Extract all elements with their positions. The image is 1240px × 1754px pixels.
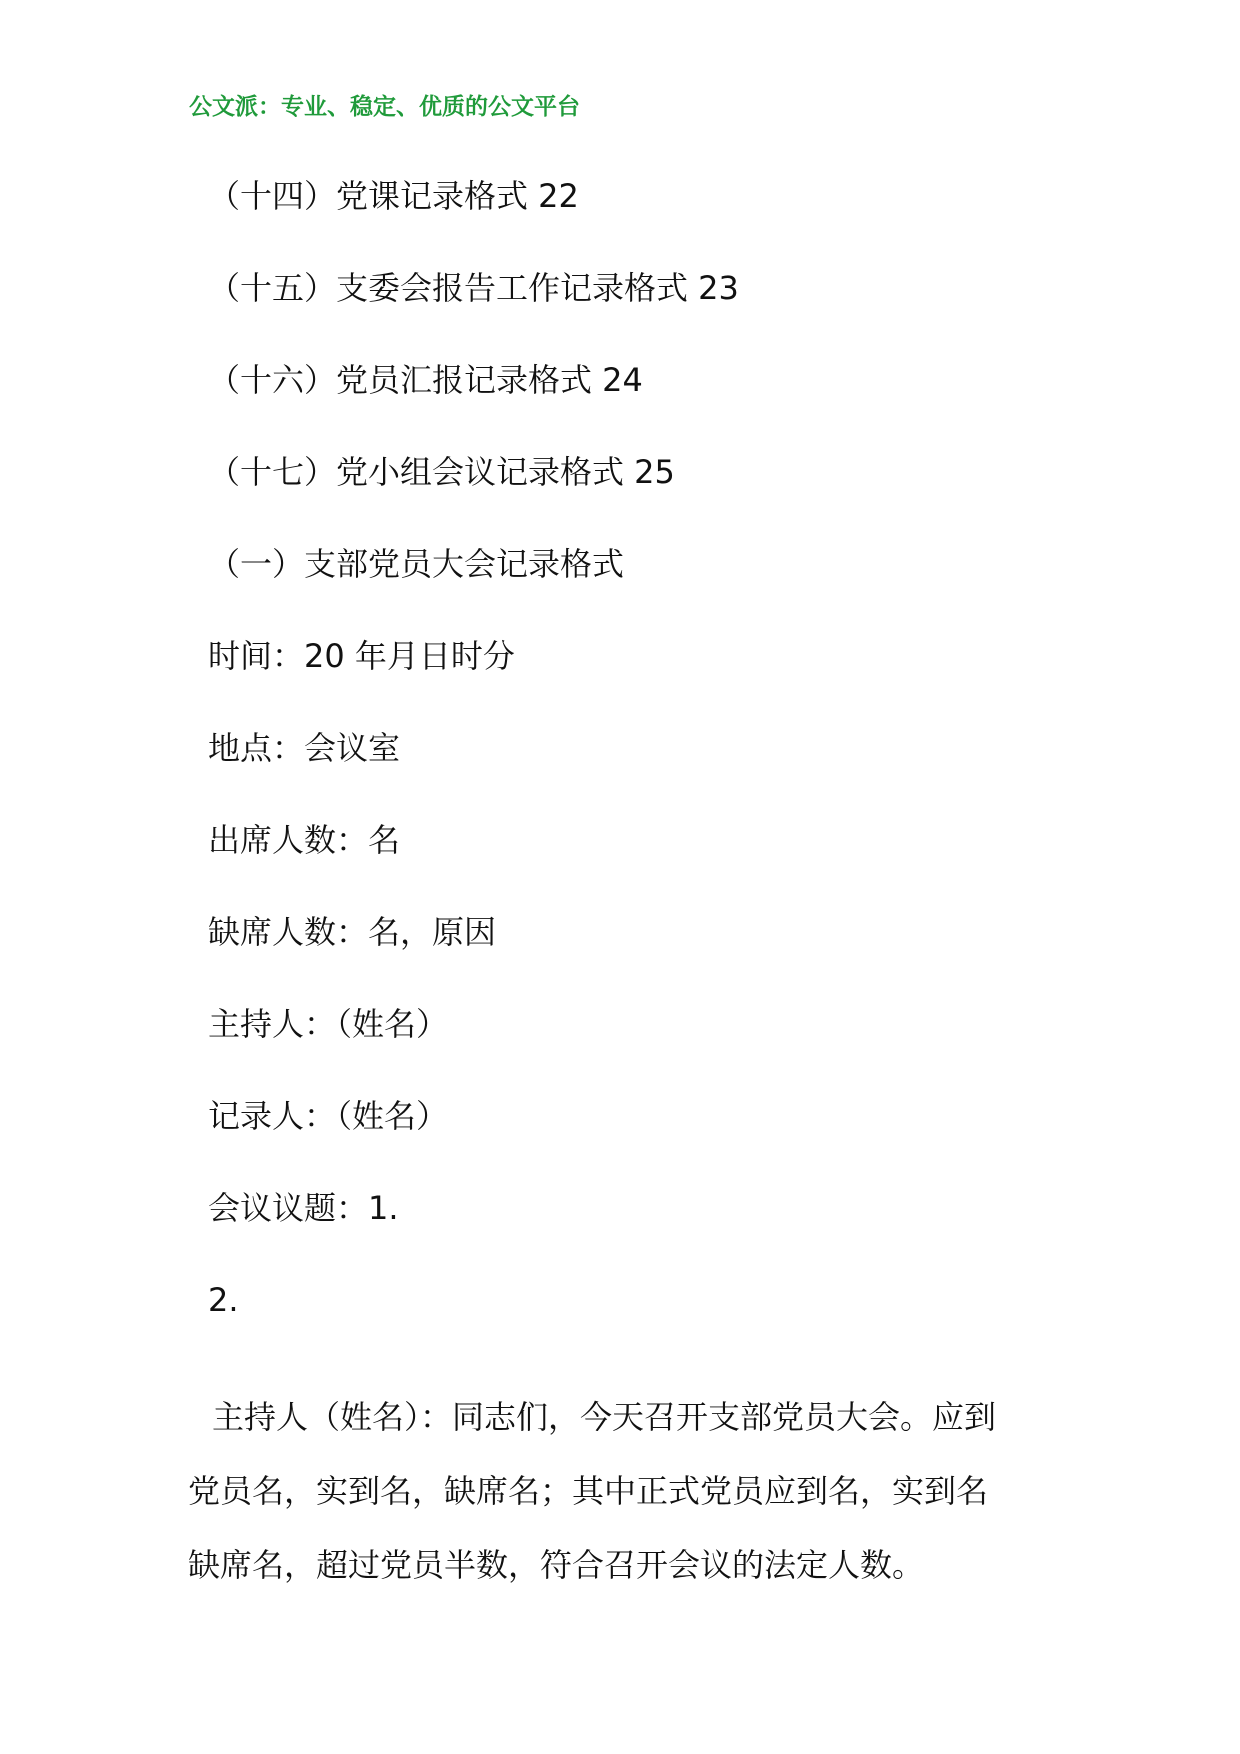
body-line-2: 党员名，实到名，缺席名；其中正式党员应到名，实到名 <box>188 1472 989 1510</box>
field-recorder: 记录人：（姓名） <box>208 1097 449 1135</box>
toc-item-15: （十五）支委会报告工作记录格式 23 <box>208 269 739 307</box>
body-line-3: 缺席名，超过党员半数，符合召开会议的法定人数。 <box>188 1546 925 1584</box>
toc-item-16: （十六）党员汇报记录格式 24 <box>208 361 643 399</box>
field-topics-2: 2. <box>208 1281 239 1319</box>
field-time: 时间：20 年月日时分 <box>208 637 515 675</box>
field-host: 主持人：（姓名） <box>208 1005 449 1043</box>
site-header: 公文派：专业、稳定、优质的公文平台 <box>189 93 580 120</box>
field-present: 出席人数：名 <box>208 821 401 859</box>
body-line-1: 主持人（姓名）：同志们，今天召开支部党员大会。应到 <box>212 1398 997 1436</box>
toc-item-17: （十七）党小组会议记录格式 25 <box>208 453 675 491</box>
section-title: （一）支部党员大会记录格式 <box>208 545 625 583</box>
toc-item-14: （十四）党课记录格式 22 <box>208 177 579 215</box>
field-absent: 缺席人数：名，原因 <box>208 913 497 951</box>
body-paragraph <box>188 1380 1068 1602</box>
field-topics-1: 会议议题：1. <box>208 1189 399 1227</box>
field-place: 地点：会议室 <box>208 729 401 767</box>
